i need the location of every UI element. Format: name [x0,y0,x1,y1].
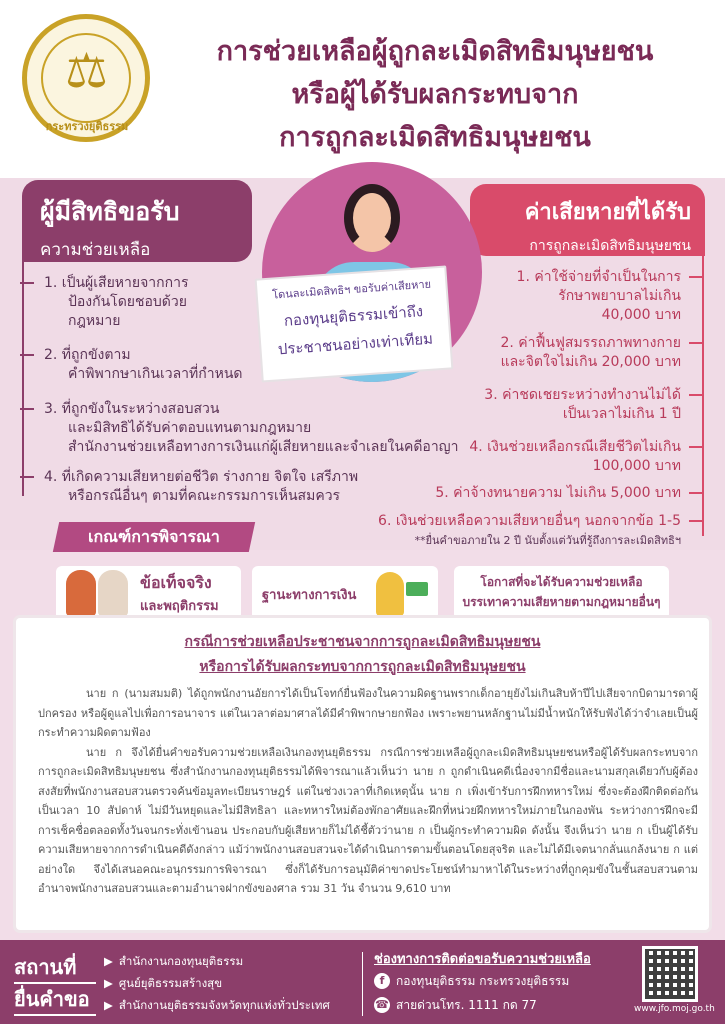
title-line-3: การถูกละเมิดสิทธิมนุษยชน [279,122,591,153]
sign-line-1: โดนละเมิดสิทธิฯ ขอรับค่าเสียหาย [271,277,432,302]
header [0,0,725,178]
compensation-item-4: 4. เงินช่วยเหลือกรณีเสียชีวิตไม่เกิน 100,000 บาท [469,438,703,476]
case-study-title [16,630,709,680]
case-study-body [38,684,698,899]
scales-of-justice-icon: ⚖ [65,43,109,99]
phone-icon: ☎ [375,998,389,1011]
criteria-other-line-1: โอกาสที่จะได้รับความช่วยเหลือ [480,575,643,589]
filing-location-label: สถานที่ ยื่นคำขอ [14,952,96,1016]
page-title [155,30,715,159]
criteria-facts-line-1: ข้อเท็จจริง [140,573,212,592]
protest-sign [255,265,454,382]
doctor-icon [98,570,128,616]
eligibility-item-4: 4. ที่เกิดความเสียหายต่อชีวิต ร่างกาย จิตใจ เสรีภาพ หรือกรณีอื่นๆ ตามที่คณะกรรมการเห็นสมควร [20,468,358,506]
woman-head-icon [344,184,400,252]
criteria-finance-label: ฐานะทางการเงิน [262,588,357,603]
footer-divider [362,952,363,1016]
title-line-2: หรือผู้ได้รับผลกระทบจาก [291,79,579,110]
eligibility-item-2: 2. ที่ถูกขังตาม คำพิพากษาเกินเวลาที่กำหนด [20,346,243,384]
arrow-icon: ▶ [104,998,113,1012]
criteria-tab: เกณฑ์การพิจารณา [53,522,255,552]
person-icon [66,570,96,616]
man-icon [376,572,404,616]
compensation-item-6: 6. เงินช่วยเหลือความเสียหายอื่นๆ นอกจากข้อ 1-5 **ยื่นคำขอภายใน 2 ปี นับตั้งแต่วันที่รู้ถึงการละเมิดสิทธิฯ [378,512,703,550]
filing-deadline-note: **ยื่นคำขอภายใน 2 ปี นับตั้งแต่วันที่รู้ถึงการละเมิดสิทธิฯ [414,534,681,547]
case-title-line-2: หรือการได้รับผลกระทบจากการถูกละเมิดสิทธิมนุษยชน [199,659,526,675]
compensation-item-1: 1. ค่าใช้จ่ายที่จำเป็นในการ รักษาพยาบาลไม่เกิน 40,000 บาท [517,268,703,325]
hotline-contact[interactable]: ☎ สายด่วนโทร. 1111 กด 77 [375,998,537,1012]
criteria-other-line-2: บรรเทาความเสียหายตามกฎหมายอื่นๆ [462,595,661,609]
compensation-item-5: 5. ค่าจ้างทนายความ ไม่เกิน 5,000 บาท [435,484,703,503]
compensation-item-2: 2. ค่าฟื้นฟูสมรรถภาพทางกาย และจิตใจไม่เกิน 20,000 บาท [500,334,703,372]
case-title-line-1: กรณีการช่วยเหลือประชาชนจากการถูกละเมิดสิทธิมนุษยชน [184,634,541,650]
eligibility-item-3: 3. ที่ถูกขังในระหว่างสอบสวน และมิสิทธิได้รับค่าตอบแทนตามกฎหมาย สำนักงานช่วยเหลือทางการเงินแก่ผู้เสียหายและจำเลยในคดีอาญา [20,400,458,457]
arrow-icon: ▶ [104,976,113,990]
website-url[interactable]: www.jfo.moj.go.th [634,1004,715,1014]
eligibility-heading-line-2: ความช่วยเหลือ [40,240,151,260]
seal-text: กระทรวงยุติธรรม [45,120,129,133]
sign-line-3: ประชาชนอย่างเท่าเทียม [277,329,434,359]
eligibility-heading [22,180,252,262]
location-item: ▶ ศูนย์ยุติธรรมสร้างสุข [104,976,223,990]
arrow-icon: ▶ [104,954,113,968]
footer [0,940,725,1024]
eligibility-item-1: 1. เป็นผู้เสียหายจากการ ป้องกันโดยชอบด้วย กฎหมาย [20,274,188,331]
location-item: ▶ สำนักงานกองทุนยุติธรรม [104,954,244,968]
filing-location-list [104,950,330,1016]
case-paragraph-2: นาย ก จึงได้ยื่นคำขอรับความช่วยเหลือเงินกองทุนยุติธรรม กรณีการช่วยเหลือผู้ถูกละเมิดสิทธิมนุษยชนหรือผู้ได้รับผลกระทบจากการถูกละเมิดสิทธิมนุษยชน ซึ่งสำนักงานกองทุนยุติธรรมได้พิจารณาแล้วเห็นว่า นาย ก ถูกดำเนินคดีเนื่องจากมีชื่อและนามสกุลเดียวกับผู้ต้องสงสัยที่พนักงานสอบสวนตรวจค้นข้อมูลทะเบียนราษฎร์ แต่ในช่วงเวลาที่เกิดเหตุนั้น นาย ก เพิ่งเข้ารับการฝึกทหารใหม่ ซึ่งจะต้องฝึกติดต่อกันเป็นเวลา 10 สัปดาห์ ไม่มีวันหยุดและไม่มีสิทธิลา และทหารใหม่ต้องพักอาศัยและฝึกที่หน่วยฝึกทหารใหม่ภายในกองพัน ระหว่างการฝึกจะมีการเช็คชื่อตลอดทั้งวันจนกระทั่งเข้านอน ประกอบกับผู้เสียหายก็ไม่ได้ชี้ตัวว่านาย ก เป็นผู้กระทำความผิด ดังนั้น จึงเห็นว่า นาย ก เป็นผู้ได้รับความเสียหายจากการดำเนินคดีดังกล่าว แม้ว่าพนักงานสอบสวนจะได้ดำเนินการตามขั้นตอนโดยสุจริต และไม่ได้มีเจตนากลั่นแกล้งนาย ก แต่อย่างใด จึงได้เสนอคณะอนุกรรมการพิจารณา ซึ่งก็ได้รับการอนุมัติค่าขาดประโยชน์ทำมาหาได้ในระหว่างที่ถูกคุมขังในชั้นสอบสวนตามอำนาจพนักงานสอบสวนและตามอำนาจฝากขังของศาล รวม 31 วัน จำนวน 9,610 บาท [38,745,698,895]
case-study-box [16,618,709,930]
eligibility-heading-line-1: ผู้มีสิทธิขอรับ [40,197,180,226]
location-item: ▶ สำนักงานยุติธรรมจังหวัดทุกแห่งทั่วประเทศ [104,998,330,1012]
criteria-finance-card [252,566,438,620]
contact-title: ช่องทางการติดต่อขอรับความช่วยเหลือ [374,952,591,967]
ministry-seal-logo [22,14,150,142]
money-icon [406,582,428,596]
contact-section [374,948,591,1017]
sign-line-2: กองทุนยุติธรรมเข้าถึง [283,302,424,330]
compensation-heading [470,184,705,256]
qr-code[interactable] [642,946,698,1002]
facebook-contact[interactable]: f กองทุนยุติธรรม กระทรวงยุติธรรม [374,969,591,993]
criteria-other-law-card [454,566,669,620]
compensation-item-3: 3. ค่าชดเชยระหว่างทำงานไม่ได้ เป็นเวลาไม่เกิน 1 ปี [484,386,703,424]
criteria-facts-card [56,566,241,620]
criteria-facts-line-2: และพฤติกรรม [140,599,219,614]
compensation-heading-line-1: ค่าเสียหายที่ได้รับ [524,200,691,225]
facebook-icon: f [374,973,390,989]
compensation-heading-line-2: การถูกละเมิดสิทธิมนุษยชน [529,238,691,254]
case-paragraph-1: นาย ก (นามสมมติ) ได้ถูกพนักงานอัยการได้เป็นโจทก์ยื่นฟ้องในความผิดฐานพรากเด็กอายุยังไม่เกินสิบห้าปีไปเสียจากบิดามารดาผู้ปกครอง หรือผู้ดูแลไปเพื่อการอนาจาร แต่ในเวลาต่อมาศาลได้มีคำพิพากษายกฟ้อง เพราะพยานหลักฐานไม่มีน้ำหนักให้รับฟังได้ว่าจำเลยเป็นผู้กระทำความผิดตามฟ้อง [38,687,698,739]
title-line-1: การช่วยเหลือผู้ถูกละเมิดสิทธิมนุษยชน [216,36,654,67]
